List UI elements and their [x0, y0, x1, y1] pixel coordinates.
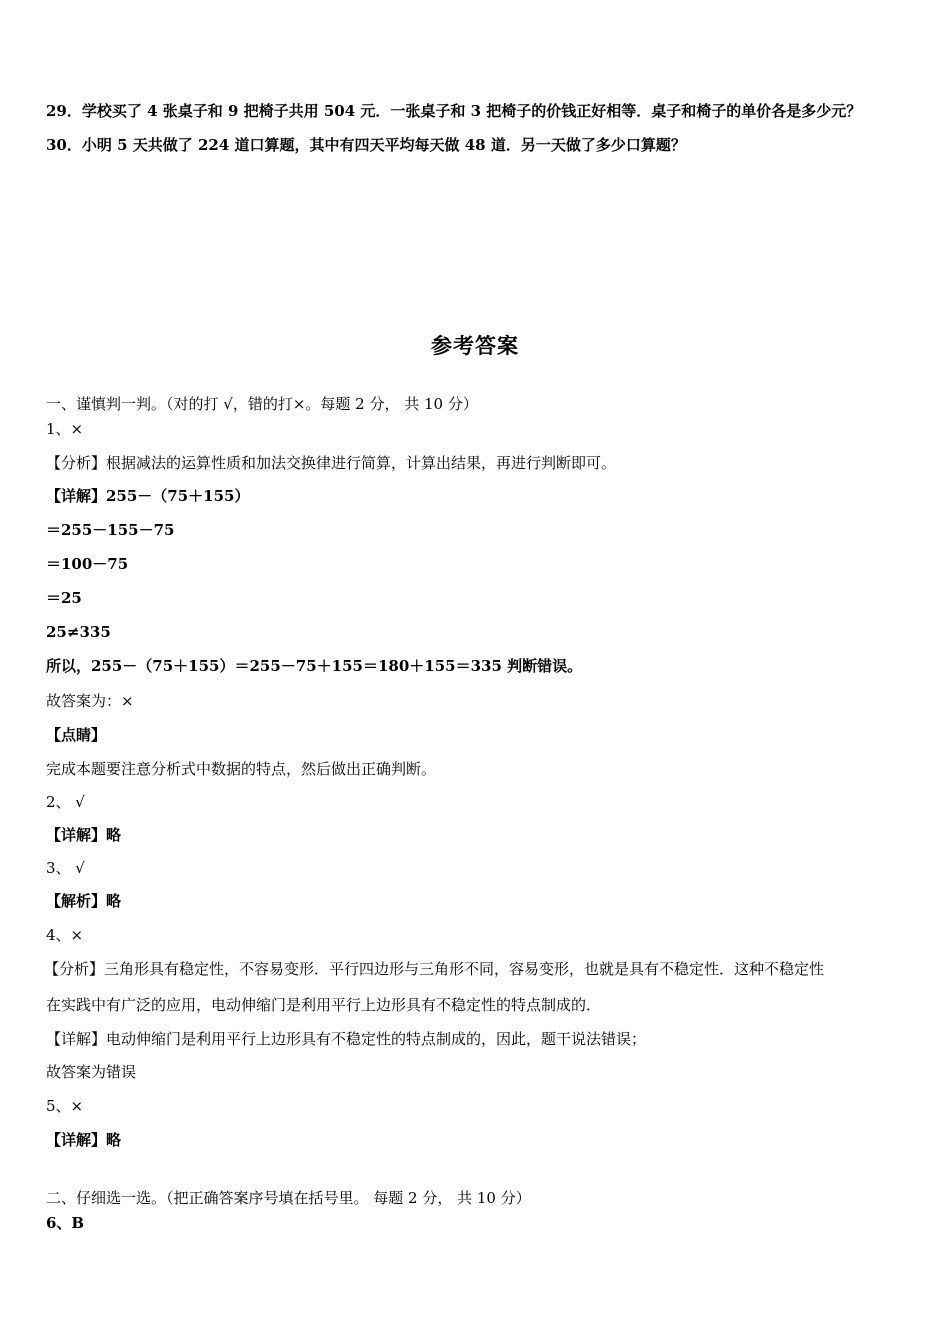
question-30: 30．小明 5 天共做了 224 道口算题，其中有四天平均每天做 48 道．另一天做了多少口算题？	[46, 136, 686, 154]
final-answer-1: 故答案为：×	[46, 692, 134, 710]
calc-step-2: ＝100－75	[46, 555, 129, 573]
detail-4: 【详解】电动伸缩门是利用平行上边形具有不稳定性的特点制成的，因此，题干说法错误；	[46, 1030, 647, 1048]
detail-5: 【详解】略	[46, 1131, 122, 1149]
answer-1: 1、×	[46, 420, 84, 438]
calc-step-1: ＝255－155－75	[46, 521, 175, 539]
calc-compare: 25≠335	[46, 623, 111, 641]
answer-4: 4、×	[46, 926, 84, 944]
explanation-3: 【解析】略	[46, 892, 122, 910]
answer-5: 5、×	[46, 1097, 84, 1115]
answer-6: 6、B	[46, 1214, 85, 1232]
answer-title: 参考答案	[431, 333, 519, 358]
section-1-heading: 一、谨慎判一判。（对的打 √，错的打×。每题 2 分， 共 10 分）	[46, 395, 478, 413]
analysis-4-line-1: 【分析】三角形具有稳定性，不容易变形．平行四边形与三角形不同，容易变形，也就是具有不稳定性．这种不稳定性	[44, 960, 825, 978]
analysis-1: 【分析】根据减法的运算性质和加法交换律进行简算，计算出结果，再进行判断即可。	[46, 454, 617, 472]
conclusion-1: 所以，255－（75＋155）＝255－75＋155＝180＋155＝335 判断错误。	[46, 657, 583, 675]
detail-2: 【详解】略	[46, 826, 122, 844]
final-answer-4: 故答案为错误	[46, 1063, 137, 1081]
answer-3: 3、 √	[46, 859, 85, 877]
calc-step-3: ＝25	[46, 589, 82, 607]
answer-2: 2、 √	[46, 793, 85, 811]
question-29: 29．学校买了 4 张桌子和 9 把椅子共用 504 元．一张桌子和 3 把椅子的价钱正好相等．桌子和椅子的单价各是多少元？	[46, 102, 862, 120]
section-2-heading: 二、仔细选一选。（把正确答案序号填在括号里。 每题 2 分， 共 10 分）	[46, 1189, 531, 1207]
remark-heading-1: 【点睛】	[46, 726, 107, 744]
detail-1: 【详解】255－（75＋155）	[46, 487, 250, 505]
analysis-4-line-2: 在实践中有广泛的应用，电动伸缩门是利用平行上边形具有不稳定性的特点制成的．	[46, 996, 602, 1014]
remark-1: 完成本题要注意分析式中数据的特点，然后做出正确判断。	[46, 760, 437, 778]
